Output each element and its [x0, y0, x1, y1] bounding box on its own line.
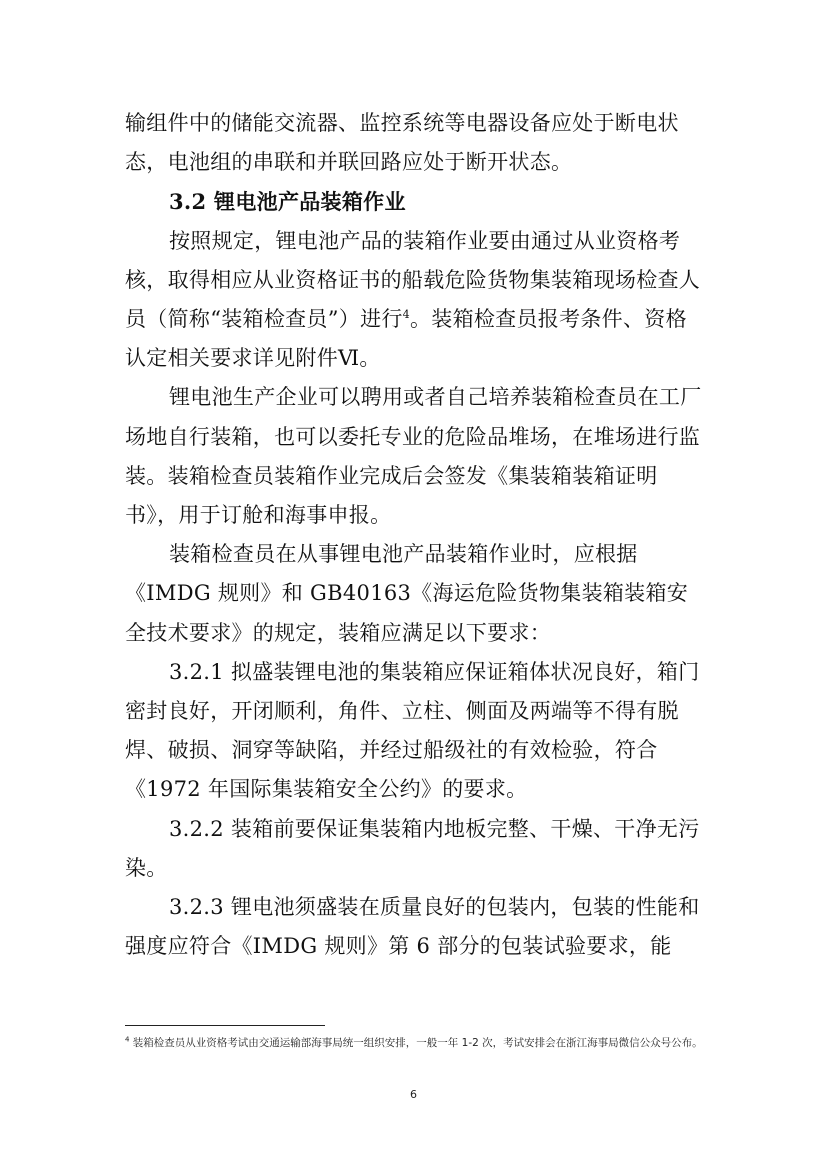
paragraph-text-part-1: 按照规定，锂电池产品的装箱作业要由通过从业资格考核，取得相应从业资格证书的船载危险货物集装箱现场检查人员（简称“装箱检查员”）进行	[125, 228, 701, 332]
footnote	[125, 1035, 705, 1052]
paragraph-packing-requirement	[125, 222, 705, 379]
body-text	[125, 104, 705, 966]
paragraph-regulations: 装箱检查员在从事锂电池产品装箱作业时，应根据《IMDG 规则》和 GB40163《海运危险货物集装箱装箱安全技术要求》的规定，装箱应满足以下要求：	[125, 542, 689, 645]
paragraph-factory-packing: 锂电池生产企业可以聘用或者自己培养装箱检查员在工厂场地自行装箱，也可以委托专业的危险品堆场，在堆场进行监装。装箱检查员装箱作业完成后会签发《集装箱装箱证明书》，用于订舱和海事申报。	[125, 385, 702, 528]
clause-3-2-3: 3.2.3 锂电池须盛装在质量良好的包装内，包装的性能和强度应符合《IMDG 规则》第 6 部分的包装试验要求，能	[125, 895, 700, 959]
footnote-text: 装箱检查员从业资格考试由交通运输部海事局统一组织安排，一般一年 1-2 次，考试安排会在浙江海事局微信公众号公布。	[129, 1037, 703, 1049]
clause-3-2-2: 3.2.2 装箱前要保证集装箱内地板完整、干燥、干净无污染。	[125, 816, 700, 880]
section-heading-3-2: 3.2 锂电池产品装箱作业	[169, 189, 406, 215]
page-number: 6	[410, 1088, 417, 1101]
footnote-mark: 4	[125, 1035, 130, 1044]
footnote-reference[interactable]: 4	[402, 308, 410, 322]
clause-3-2-1: 3.2.1 拟盛装锂电池的集装箱应保证箱体状况良好，箱门密封良好，开闭顺利，角件、立柱、侧面及两端等不得有脱焊、破损、洞穿等缺陷，并经过船级社的有效检验，符合《1972 年国际集装箱安全公约》的要求。	[125, 659, 700, 802]
footnote-divider	[125, 1025, 325, 1026]
continued-paragraph: 输组件中的储能交流器、监控系统等电器设备应处于断电状态，电池组的串联和并联回路应处于断开状态。	[125, 111, 679, 175]
paragraph-text-part-2: 。装箱检查员报考条件、资格认定相关要求详见附件Ⅵ。	[125, 307, 687, 371]
